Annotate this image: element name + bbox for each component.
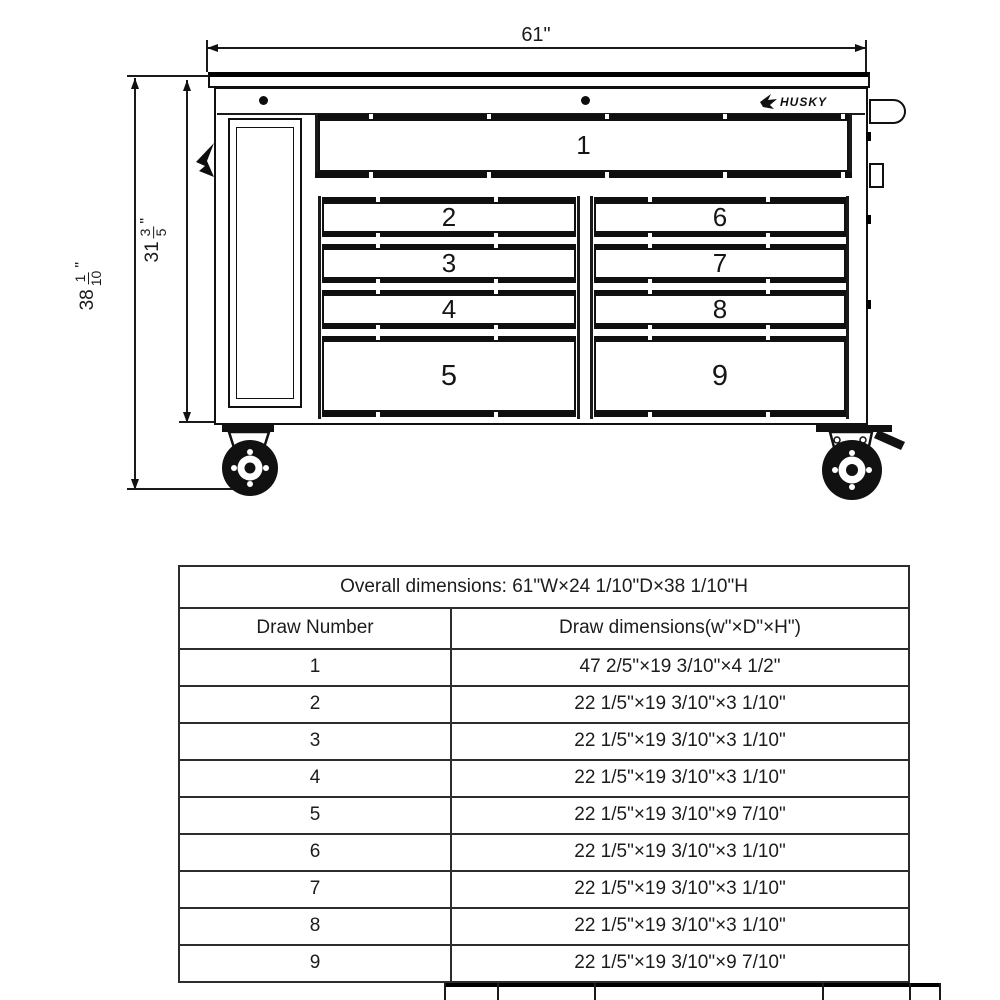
draw-number-cell: 8 <box>179 908 451 945</box>
draw-number-cell: 7 <box>179 871 451 908</box>
table-header-row <box>179 608 909 649</box>
draw-number-cell: 5 <box>179 797 451 834</box>
drawer-rail <box>594 412 846 417</box>
dim-ext-line <box>865 40 867 72</box>
dim-fraction: 1 10 <box>72 270 104 287</box>
drawer-2 <box>322 202 576 233</box>
dim-arrow-left-icon <box>207 44 218 52</box>
dim-line-height-overall <box>134 78 136 490</box>
hinge-tick <box>866 215 871 224</box>
dim-label-width: 61" <box>521 24 551 46</box>
drawer-rail <box>322 412 576 417</box>
title-block-divider <box>594 983 596 1000</box>
drawer-7 <box>594 248 846 279</box>
title-block-divider <box>909 983 911 1000</box>
drawer-rail <box>322 325 576 329</box>
column-rail <box>318 196 321 419</box>
drawer-rail <box>594 279 846 283</box>
dim-ext-line <box>206 40 208 72</box>
draw-dimensions-cell: 22 1/5"×19 3/10"×3 1/10" <box>451 834 909 871</box>
column-rail <box>590 196 593 419</box>
husky-dog-icon <box>760 94 777 109</box>
drawer-rail <box>594 325 846 329</box>
draw-dimensions-cell: 22 1/5"×19 3/10"×9 7/10" <box>451 945 909 982</box>
draw-number-cell: 3 <box>179 723 451 760</box>
draw-number-cell: 6 <box>179 834 451 871</box>
column-rail <box>846 196 849 419</box>
title-block-divider <box>939 983 941 1000</box>
side-door-inner-panel <box>236 127 294 399</box>
drawer-4 <box>322 294 576 325</box>
dim-ext-line <box>179 421 215 423</box>
table-row <box>179 871 909 908</box>
drawer-number: 3 <box>441 248 457 278</box>
col-header-draw-dimensions: Draw dimensions(w"×D"×H") <box>451 608 909 649</box>
dim-label-height-overall: 38 1 10 " <box>72 261 104 311</box>
draw-number-cell: 2 <box>179 686 451 723</box>
drawer-number: 6 <box>712 202 728 232</box>
hinge-tick <box>866 132 871 141</box>
drawer-number: 9 <box>711 359 729 392</box>
spec-table <box>178 565 910 983</box>
drawer-8 <box>594 294 846 325</box>
table-row <box>179 945 909 982</box>
drawer-number: 2 <box>441 202 457 232</box>
table-row <box>179 686 909 723</box>
draw-dimensions-cell: 22 1/5"×19 3/10"×3 1/10" <box>451 908 909 945</box>
title-block-divider <box>822 983 824 1000</box>
dim-line-height-body <box>186 80 188 423</box>
draw-number-cell: 4 <box>179 760 451 797</box>
draw-dimensions-cell: 47 2/5"×19 3/10"×4 1/2" <box>451 649 909 686</box>
drawer-3 <box>322 248 576 279</box>
title-block-top-border <box>444 983 941 987</box>
draw-dimensions-cell: 22 1/5"×19 3/10"×3 1/10" <box>451 723 909 760</box>
dim-line-width <box>207 47 866 49</box>
left-caster-wheel-icon <box>205 424 295 504</box>
table-row <box>179 834 909 871</box>
table-row <box>179 908 909 945</box>
drawer-frame-rail <box>849 114 852 178</box>
husky-logo <box>760 93 846 110</box>
draw-dimensions-cell: 22 1/5"×19 3/10"×3 1/10" <box>451 871 909 908</box>
cabinet-worktop <box>208 72 870 88</box>
dim-fraction: 3 5 <box>137 228 169 237</box>
side-handle <box>869 99 906 124</box>
table-row <box>179 649 909 686</box>
draw-number-cell: 9 <box>179 945 451 982</box>
drawer-5 <box>322 340 576 412</box>
right-caster-wheel-icon <box>800 420 915 505</box>
drawer-9 <box>594 340 846 412</box>
draw-dimensions-cell: 22 1/5"×19 3/10"×3 1/10" <box>451 760 909 797</box>
dim-ext-line <box>127 75 215 77</box>
side-latch-icon <box>193 140 217 180</box>
table-row <box>179 723 909 760</box>
drawer-number: 1 <box>576 130 591 160</box>
hinge-tick <box>866 300 871 309</box>
col-header-draw-number: Draw Number <box>179 608 451 649</box>
overall-dimensions-cell: Overall dimensions: 61"W×24 1/10"D×38 1/10"H <box>179 566 909 608</box>
dim-label-height-body: 31 3 5 " <box>137 217 169 263</box>
drawer-rail <box>315 172 852 178</box>
screw-icon <box>581 96 590 105</box>
column-rail <box>577 196 580 419</box>
husky-logo-text: HUSKY <box>780 94 828 109</box>
drawer-1 <box>318 119 849 172</box>
draw-number-cell: 1 <box>179 649 451 686</box>
side-tab <box>869 163 884 188</box>
drawer-number: 8 <box>712 294 728 324</box>
drawer-6 <box>594 202 846 233</box>
drawer-number: 7 <box>712 248 728 278</box>
title-block-divider <box>444 983 446 1000</box>
drawer-number: 5 <box>440 359 458 392</box>
title-block-divider <box>497 983 499 1000</box>
drawer-rail <box>322 279 576 283</box>
draw-dimensions-cell: 22 1/5"×19 3/10"×9 7/10" <box>451 797 909 834</box>
dim-arrow-up-icon <box>131 78 139 89</box>
dim-arrow-up-icon <box>183 80 191 91</box>
dim-whole: 31 <box>142 241 164 263</box>
table-row-overall <box>179 566 909 608</box>
dim-whole: 38 <box>77 289 99 311</box>
screw-icon <box>259 96 268 105</box>
draw-dimensions-cell: 22 1/5"×19 3/10"×3 1/10" <box>451 686 909 723</box>
drawer-rail <box>322 233 576 237</box>
table-row <box>179 760 909 797</box>
table-row <box>179 797 909 834</box>
drawer-rail <box>594 233 846 237</box>
drawer-number: 4 <box>441 294 457 324</box>
